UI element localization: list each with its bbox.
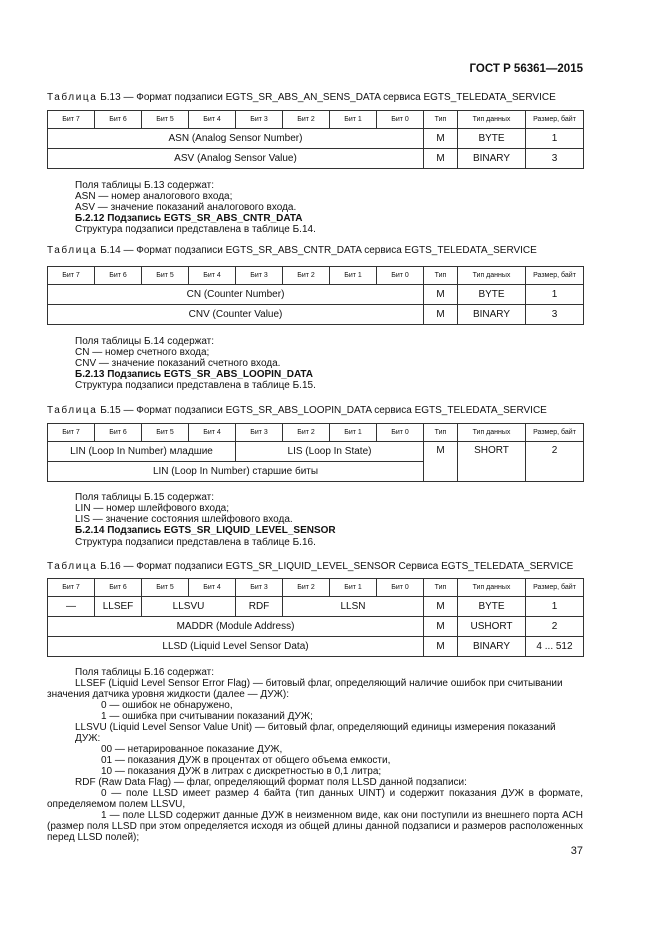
header-cell: Бит 0: [377, 424, 424, 442]
header-cell: Бит 0: [377, 111, 424, 129]
table-caption-b15: [47, 405, 547, 416]
table-header-row: [48, 424, 584, 442]
page-number: 37: [570, 845, 583, 857]
table-caption-b14: [47, 245, 537, 256]
fields-intro: Поля таблицы Б.14 содержат:: [75, 336, 215, 347]
datatype-cell: BYTE: [458, 129, 526, 149]
field-name-cell: ASV (Analog Sensor Value): [48, 149, 424, 169]
table-title: — Формат подзаписи EGTS_SR_ABS_CNTR_DATA сервиса EGTS_TELEDATA_SERVICE: [123, 245, 537, 256]
header-cell: Бит 6: [95, 579, 142, 597]
structure-note: Структура подзаписи представлена в таблице Б.15.: [75, 380, 316, 391]
type-cell: M: [424, 597, 458, 617]
header-cell: Бит 6: [95, 424, 142, 442]
table-word: Таблица: [47, 245, 98, 256]
header-cell: Бит 5: [142, 579, 189, 597]
header-cell: Бит 6: [95, 111, 142, 129]
header-cell: Бит 3: [236, 267, 283, 285]
size-cell: 1: [526, 129, 584, 149]
field-name-cell: CN (Counter Number): [48, 285, 424, 305]
structure-note: Структура подзаписи представлена в таблице Б.16.: [75, 537, 316, 548]
llsn-cell: LLSN: [283, 597, 424, 617]
size-cell: 3: [526, 305, 584, 325]
lin-high-cell: LIN (Loop In Number) старшие биты: [48, 462, 424, 482]
rdf-value: 0 — поле LLSD имеет размер 4 байта (тип данных UINT) и содержит показания ДУЖ в формате, определяемом полем LLSVU,: [47, 788, 583, 810]
table-row: [48, 285, 584, 305]
header-cell: Бит 1: [330, 579, 377, 597]
table-title: — Формат подзаписи EGTS_SR_ABS_LOOPIN_DATA сервиса EGTS_TELEDATA_SERVICE: [123, 405, 547, 416]
rdf-description: RDF (Raw Data Flag) — флаг, определяющий формат поля LLSD данной подзаписи:: [75, 777, 467, 788]
header-cell: Тип: [424, 424, 458, 442]
header-cell: Размер, байт: [526, 424, 584, 442]
size-cell: 1: [526, 285, 584, 305]
datatype-cell: BINARY: [458, 637, 526, 657]
field-name-cell: LLSD (Liquid Level Sensor Data): [48, 637, 424, 657]
table-number: Б.13: [100, 92, 121, 103]
header-cell: Бит 4: [189, 111, 236, 129]
fields-intro: Поля таблицы Б.15 содержат:: [75, 492, 215, 503]
fields-intro: Поля таблицы Б.13 содержат:: [75, 180, 215, 191]
table-row: [48, 442, 584, 462]
llsef-description: LLSEF (Liquid Level Sensor Error Flag) — битовый флаг, определяющий наличие ошибок при считывании значения датчика уровня жидкости (далее — ДУЖ):: [47, 678, 563, 700]
header-cell: Бит 3: [236, 111, 283, 129]
table-row: [48, 305, 584, 325]
llsvu-value: 00 — нетарированное показание ДУЖ,: [101, 744, 283, 755]
type-cell: M: [424, 285, 458, 305]
header-cell: Бит 0: [377, 579, 424, 597]
table-row: [48, 637, 584, 657]
header-cell: Тип данных: [458, 424, 526, 442]
type-cell: M: [424, 305, 458, 325]
field-name-cell: ASN (Analog Sensor Number): [48, 129, 424, 149]
table-word: Таблица: [47, 561, 98, 572]
section-heading: Б.2.12 Подзапись EGTS_SR_ABS_CNTR_DATA: [75, 213, 303, 224]
table-word: Таблица: [47, 92, 98, 103]
field-description: ASN — номер аналогового входа;: [75, 191, 233, 202]
type-cell: M: [424, 149, 458, 169]
fields-intro: Поля таблицы Б.16 содержат:: [75, 667, 215, 678]
section-heading: Б.2.14 Подзапись EGTS_SR_LIQUID_LEVEL_SENSOR: [75, 525, 336, 536]
header-cell: Бит 2: [283, 267, 330, 285]
header-cell: Бит 5: [142, 424, 189, 442]
table-header-row: [48, 267, 584, 285]
table-header-row: [48, 579, 584, 597]
table-row: [48, 149, 584, 169]
datatype-cell: BINARY: [458, 149, 526, 169]
reserved-bit-cell: —: [48, 597, 95, 617]
type-cell: M: [424, 637, 458, 657]
table-b16-field-descriptions: [47, 667, 583, 843]
type-cell: M: [424, 442, 458, 482]
table-b16: [47, 578, 584, 657]
header-cell: Бит 5: [142, 111, 189, 129]
field-name-cell: CNV (Counter Value): [48, 305, 424, 325]
type-cell: M: [424, 129, 458, 149]
llsef-value: 1 — ошибка при считывании показаний ДУЖ;: [101, 711, 313, 722]
table-caption-b16: [47, 561, 573, 572]
header-cell: Бит 2: [283, 424, 330, 442]
size-cell: 4 ... 512: [526, 637, 584, 657]
header-cell: Бит 6: [95, 267, 142, 285]
table-b15: [47, 423, 584, 482]
header-cell: Бит 7: [48, 424, 95, 442]
header-cell: Бит 2: [283, 579, 330, 597]
header-cell: Тип данных: [458, 267, 526, 285]
llsvu-description: LLSVU (Liquid Level Sensor Value Unit) — битовый флаг, определяющий единицы измерения показаний ДУЖ:: [75, 722, 556, 744]
table-number: Б.16: [100, 561, 121, 572]
table-title: — Формат подзаписи EGTS_SR_ABS_AN_SENS_DATA сервиса EGTS_TELEDATA_SERVICE: [123, 92, 556, 103]
llsvu-value: 01 — показания ДУЖ в процентах от общего объема емкости,: [101, 755, 391, 766]
header-cell: Бит 0: [377, 267, 424, 285]
llsvu-value: 10 — показания ДУЖ в литрах с дискретностью в 0,1 литра;: [101, 766, 382, 777]
header-cell: Бит 7: [48, 579, 95, 597]
lin-low-cell: LIN (Loop In Number) младшие: [48, 442, 236, 462]
size-cell: 1: [526, 597, 584, 617]
field-description: LIN — номер шлейфового входа;: [75, 503, 230, 514]
table-row: [48, 617, 584, 637]
table-b14: [47, 266, 584, 325]
structure-note: Структура подзаписи представлена в таблице Б.14.: [75, 224, 316, 235]
table-word: Таблица: [47, 405, 98, 416]
table-row: [48, 129, 584, 149]
field-name-cell: MADDR (Module Address): [48, 617, 424, 637]
header-cell: Бит 1: [330, 267, 377, 285]
header-cell: Размер, байт: [526, 579, 584, 597]
table-caption-b13: [47, 92, 556, 103]
datatype-cell: SHORT: [458, 442, 526, 482]
header-cell: Размер, байт: [526, 267, 584, 285]
header-cell: Бит 4: [189, 579, 236, 597]
table-header-row: [48, 111, 584, 129]
field-description: ASV — значение показаний аналогового входа.: [75, 202, 297, 213]
field-description: LIS — значение состояния шлейфового входа.: [75, 514, 293, 525]
lis-cell: LIS (Loop In State): [236, 442, 424, 462]
header-cell: Бит 4: [189, 424, 236, 442]
size-cell: 3: [526, 149, 584, 169]
type-cell: M: [424, 617, 458, 637]
header-cell: Бит 1: [330, 424, 377, 442]
datatype-cell: BYTE: [458, 285, 526, 305]
llsef-cell: LLSEF: [95, 597, 142, 617]
size-cell: 2: [526, 442, 584, 482]
header-cell: Бит 7: [48, 267, 95, 285]
field-description: CN — номер счетного входа;: [75, 347, 210, 358]
standard-designation: ГОСТ Р 56361—2015: [469, 63, 583, 75]
header-cell: Размер, байт: [526, 111, 584, 129]
header-cell: Бит 1: [330, 111, 377, 129]
header-cell: Тип: [424, 579, 458, 597]
header-cell: Бит 5: [142, 267, 189, 285]
header-cell: Тип: [424, 111, 458, 129]
size-cell: 2: [526, 617, 584, 637]
table-number: Б.15: [100, 405, 121, 416]
header-cell: Бит 2: [283, 111, 330, 129]
rdf-value: 1 — поле LLSD содержит данные ДУЖ в неизменном виде, как они поступили из внешнего порта АСН (размер поля LLSD при этом определяется исходя из общей длины данной подзаписи и размеров расположенных перед LLSD полей);: [47, 810, 583, 843]
llsvu-cell: LLSVU: [142, 597, 236, 617]
header-cell: Бит 7: [48, 111, 95, 129]
table-b13: [47, 110, 584, 169]
header-cell: Тип данных: [458, 111, 526, 129]
datatype-cell: BYTE: [458, 597, 526, 617]
table-number: Б.14: [100, 245, 121, 256]
llsef-value: 0 — ошибок не обнаружено,: [101, 700, 233, 711]
header-cell: Бит 4: [189, 267, 236, 285]
datatype-cell: BINARY: [458, 305, 526, 325]
rdf-cell: RDF: [236, 597, 283, 617]
field-description: CNV — значение показаний счетного входа.: [75, 358, 281, 369]
table-row: [48, 597, 584, 617]
header-cell: Бит 3: [236, 579, 283, 597]
header-cell: Тип данных: [458, 579, 526, 597]
datatype-cell: USHORT: [458, 617, 526, 637]
header-cell: Тип: [424, 267, 458, 285]
table-title: — Формат подзаписи EGTS_SR_LIQUID_LEVEL_SENSOR Сервиса EGTS_TELEDATA_SERVICE: [123, 561, 574, 572]
header-cell: Бит 3: [236, 424, 283, 442]
section-heading: Б.2.13 Подзапись EGTS_SR_ABS_LOOPIN_DATA: [75, 369, 314, 380]
